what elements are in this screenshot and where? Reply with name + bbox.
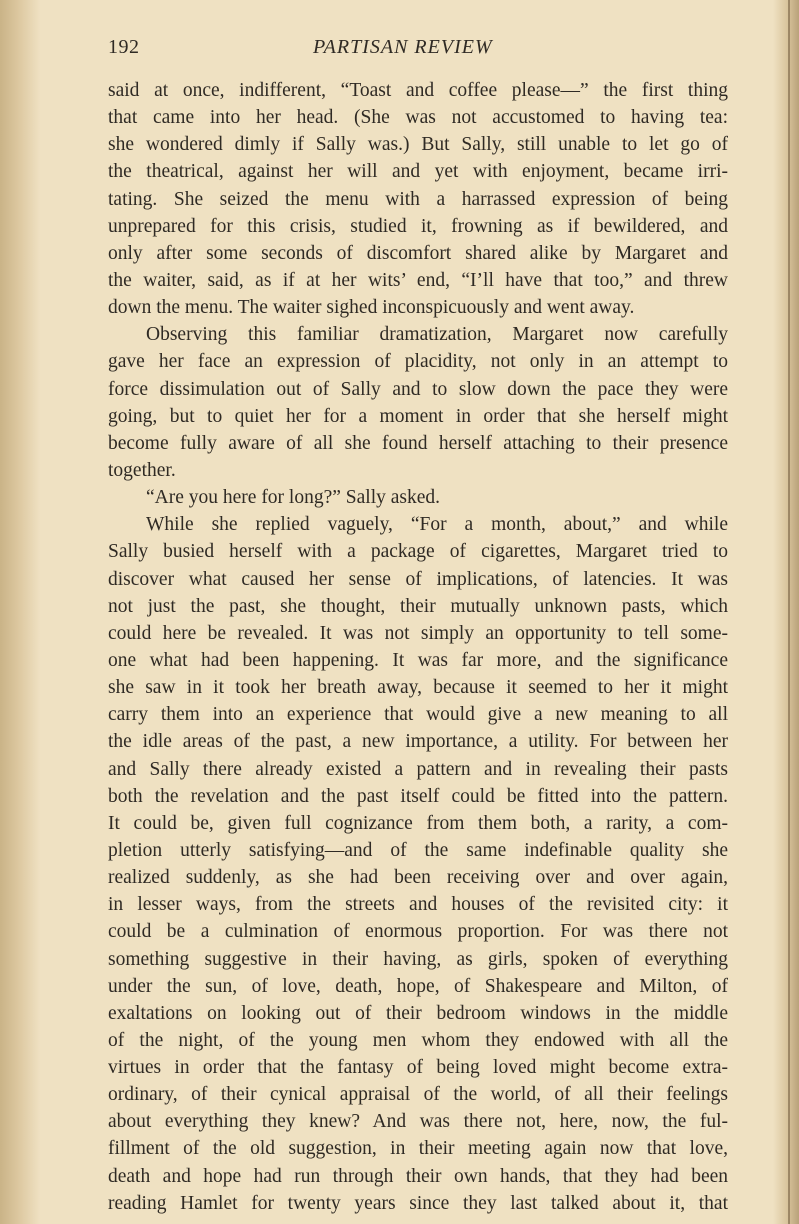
text-line: Observing this familiar dramatization, Margaret now carefully	[146, 324, 728, 346]
text-line: fillment of the old suggestion, in their meeting again now that love,	[108, 1138, 728, 1160]
text-line: virtues in order that the fantasy of being loved might become extra-	[108, 1057, 728, 1079]
text-line: ordinary, of their cynical appraisal of the world, of all their feelings	[108, 1084, 728, 1106]
text-line: pletion utterly satisfying—and of the same indefinable quality she	[108, 839, 728, 861]
text-line: death and hope had run through their own hands, that they had been	[108, 1165, 728, 1187]
text-line: While she replied vaguely, “For a month, about,” and while	[146, 514, 728, 536]
text-line: about everything they knew? And was there not, here, now, the ful-	[108, 1111, 728, 1133]
text-line: in lesser ways, from the streets and houses of the revisited city: it	[108, 894, 728, 916]
text-line: It could be, given full cognizance from them both, a rarity, a com-	[108, 812, 728, 834]
text-line: “Are you here for long?” Sally asked.	[146, 487, 441, 509]
text-line: together.	[108, 459, 176, 481]
page-header	[108, 36, 728, 62]
text-line: down the menu. The waiter sighed inconspicuously and went away.	[108, 297, 635, 319]
body-text	[108, 77, 728, 1217]
text-line: tating. She seized the menu with a harrassed expression of being	[108, 188, 728, 210]
text-line: she wondered dimly if Sally was.) But Sally, still unable to let go of	[108, 134, 728, 156]
text-line: unprepared for this crisis, studied it, frowning as if bewildered, and	[108, 215, 728, 237]
text-line: the theatrical, against her will and yet with enjoyment, became irri-	[108, 161, 728, 183]
text-line: could here be revealed. It was not simply an opportunity to tell some-	[108, 622, 728, 644]
text-line: the idle areas of the past, a new importance, a utility. For between her	[108, 731, 728, 753]
text-line: one what had been happening. It was far more, and the significance	[108, 649, 728, 671]
text-line: under the sun, of love, death, hope, of Shakespeare and Milton, of	[108, 975, 728, 997]
text-line: Sally busied herself with a package of cigarettes, Margaret tried to	[108, 541, 728, 563]
text-line: not just the past, she thought, their mutually unknown pasts, which	[108, 595, 728, 617]
text-line: only after some seconds of discomfort shared alike by Margaret and	[108, 242, 728, 264]
text-line: both the revelation and the past itself could be fitted into the pattern.	[108, 785, 728, 807]
page-number: 192	[108, 36, 140, 58]
text-line: carry them into an experience that would give a new meaning to all	[108, 704, 728, 726]
text-line: force dissimulation out of Sally and to slow down the pace they were	[108, 378, 728, 400]
page-edge-line	[788, 0, 790, 1224]
text-line: something suggestive in their having, as girls, spoken of everything	[108, 948, 728, 970]
text-line: the waiter, said, as if at her wits’ end, “I’ll have that too,” and threw	[108, 269, 728, 291]
text-line: of the night, of the young men whom they endowed with all the	[108, 1029, 728, 1051]
text-line: could be a culmination of enormous proportion. For was there not	[108, 921, 728, 943]
text-line: discover what caused her sense of implications, of latencies. It was	[108, 568, 728, 590]
text-line: realized suddenly, as she had been receiving over and over again,	[108, 867, 728, 889]
text-line: going, but to quiet her for a moment in order that she herself might	[108, 405, 728, 427]
running-head: PARTISAN REVIEW	[313, 36, 493, 58]
page-edge	[773, 0, 799, 1224]
text-line: exaltations on looking out of their bedroom windows in the middle	[108, 1002, 728, 1024]
text-line: become fully aware of all she found herself attaching to their presence	[108, 432, 728, 454]
text-line: she saw in it took her breath away, because it seemed to her it might	[108, 677, 728, 699]
page-gutter-shadow	[0, 0, 40, 1224]
text-line: reading Hamlet for twenty years since they last talked about it, that	[108, 1192, 728, 1214]
text-line: said at once, indifferent, “Toast and coffee please—” the first thing	[108, 80, 728, 101]
text-line: that came into her head. (She was not accustomed to having tea:	[108, 107, 728, 129]
text-line: and Sally there already existed a pattern and in revealing their pasts	[108, 758, 728, 780]
text-line: gave her face an expression of placidity, not only in an attempt to	[108, 351, 728, 373]
